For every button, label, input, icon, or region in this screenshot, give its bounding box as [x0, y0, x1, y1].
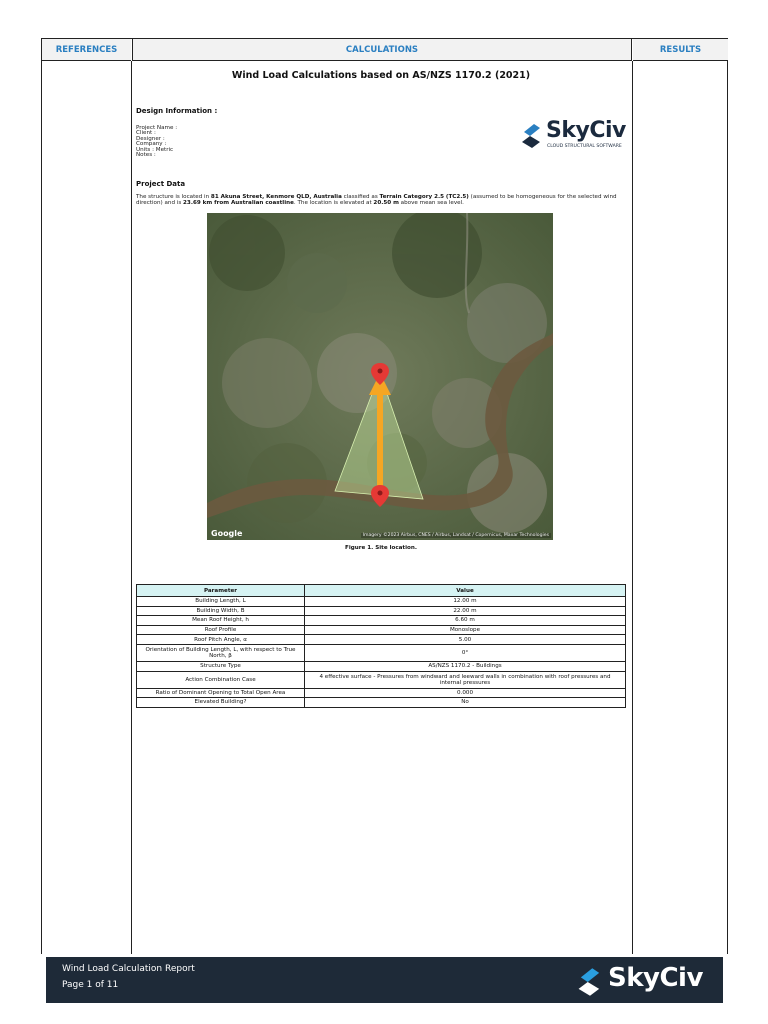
logo-tagline: CLOUD STRUCTURAL SOFTWARE [547, 144, 622, 149]
footer-report-title: Wind Load Calculation Report [62, 964, 195, 974]
table-row [137, 688, 626, 698]
site-elevation: 20.50 m [373, 200, 399, 207]
table-row [137, 644, 626, 661]
table-cell-value: 4 effective surface - Pressures from windward and leeward walls in combination with roof pressures and internal pressures [305, 671, 626, 688]
project-data-heading: Project Data [136, 180, 186, 188]
design-info-heading: Design Information : [136, 107, 218, 115]
table-cell-param: Mean Roof Height, h [137, 616, 305, 626]
text-run: classified as [341, 194, 380, 200]
report-title: Wind Load Calculations based on AS/NZS 1170.2 (2021) [231, 70, 531, 81]
table-cell-param: Orientation of Building Length, L, with respect to True North, β [137, 644, 305, 661]
text-run: The structure is located in [136, 194, 211, 200]
table-cell-param: Ratio of Dominant Opening to Total Open Area [137, 688, 305, 698]
table-cell-param: Roof Profile [137, 625, 305, 635]
table-cell-param: Structure Type [137, 661, 305, 671]
table-header-row [137, 585, 626, 597]
column-divider [131, 61, 132, 954]
design-info-line: Notes : [136, 152, 156, 159]
table-row [137, 616, 626, 626]
logo-wordmark: SkyCiv [546, 118, 626, 143]
coastline-distance: 23.69 km from Australian coastline [183, 200, 294, 207]
table-row [137, 661, 626, 671]
footer-skyciv-logo [576, 963, 716, 997]
footer-page-number: Page 1 of 11 [62, 980, 119, 990]
design-info-line: Units : Metric [136, 146, 174, 153]
table-row [137, 671, 626, 688]
table-header-parameter: Parameter [137, 585, 305, 597]
table-cell-value: 12.00 m [305, 597, 626, 607]
text-run: (assumed to be homogeneous for the selected wind direction) and is [136, 194, 617, 207]
table-cell-param: Roof Pitch Angle, α [137, 635, 305, 645]
design-info-line: Company : [136, 141, 167, 148]
table-row [137, 698, 626, 708]
table-row [137, 606, 626, 616]
table-row [137, 625, 626, 635]
parameters-table [136, 584, 626, 708]
column-divider [632, 61, 633, 954]
google-label: Google [211, 529, 243, 538]
text-run: . The location is elevated at [293, 200, 374, 207]
design-info-line: Designer : [136, 135, 165, 142]
design-info-line: Client : [136, 130, 156, 137]
results-column-header: RESULTS [633, 39, 728, 61]
table-cell-value: 22.00 m [305, 606, 626, 616]
skyciv-logo [520, 118, 630, 152]
footer-logo-wordmark: SkyCiv [608, 963, 703, 993]
design-info-list [136, 126, 177, 158]
skyciv-logo-icon [576, 966, 604, 998]
table-header-value: Value [305, 585, 626, 597]
calculations-column-header: CALCULATIONS [132, 39, 632, 61]
figure-caption: Figure 1. Site location. [345, 545, 417, 551]
map-attribution: Imagery ©2023 Airbus, CNES / Airbus, Landsat / Copernicus, Maxar Technologies [362, 533, 549, 538]
table-cell-value: 0.000 [305, 688, 626, 698]
table-cell-param: Action Combination Case [137, 671, 305, 688]
table-cell-value: No [305, 698, 626, 708]
references-column-header: REFERENCES [42, 39, 131, 61]
table-cell-value: AS/NZS 1170.2 - Buildings [305, 661, 626, 671]
table-cell-value: 6.60 m [305, 616, 626, 626]
page-footer [46, 957, 723, 1003]
table-cell-value: Monoslope [305, 625, 626, 635]
table-cell-value: 5.00 [305, 635, 626, 645]
text-run: above mean sea level. [398, 200, 464, 207]
satellite-map-image [207, 213, 553, 540]
project-data-paragraph [136, 194, 626, 207]
site-location-map [207, 213, 553, 540]
skyciv-logo-icon [520, 122, 544, 150]
table-cell-param: Elevated Building? [137, 698, 305, 708]
table-row [137, 597, 626, 607]
table-cell-param: Building Width, B [137, 606, 305, 616]
site-address: 81 Akuna Street, Kenmore QLD, Australia [210, 194, 342, 200]
design-info-line: Project Name : [136, 125, 178, 131]
terrain-category: Terrain Category 2.5 (TC2.5) [379, 194, 469, 200]
table-cell-value: 0° [305, 644, 626, 661]
table-cell-param: Building Length, L [137, 597, 305, 607]
table-row [137, 635, 626, 645]
